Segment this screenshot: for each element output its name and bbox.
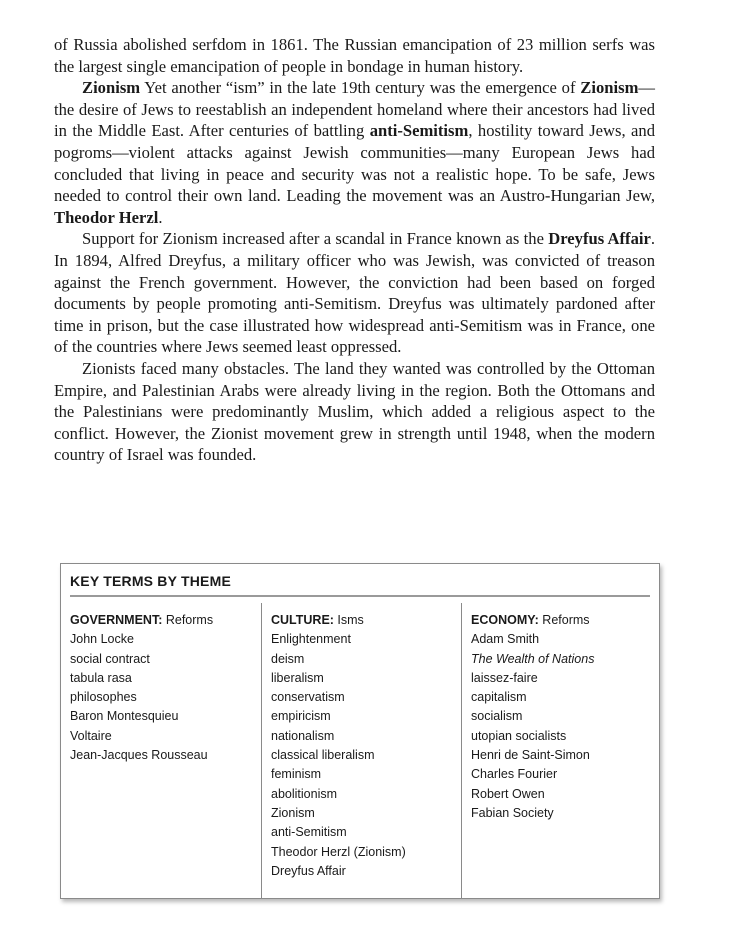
column-government: [61, 603, 261, 898]
heading-theme: Reforms: [538, 613, 590, 627]
term-list: [70, 630, 261, 765]
key-term-zionism: Zionism: [580, 78, 639, 98]
term-item-book-title: The Wealth of Nations: [471, 651, 595, 666]
term-item: Charles Fourier: [471, 767, 558, 782]
paragraph-text: Zionists faced many obstacles. The land they wanted was controlled by the Ottoman Empire, and Palestinian Arabs were already living in the region. Both the Ottomans and the Palestinians were predominantly Muslim, which added a religious aspect to the conflict. However, the Zionist movement grew in strength until 1948, when the modern country of Israel was founded.: [54, 358, 655, 465]
column-heading-culture: [271, 611, 461, 630]
term-item: utopian socialists: [471, 728, 567, 743]
term-item: Fabian Society: [471, 805, 554, 820]
key-term-dreyfus-affair: Dreyfus Affair: [548, 229, 651, 249]
section-heading-zionism: Zionism: [82, 78, 141, 98]
heading-theme: Isms: [333, 613, 364, 627]
column-heading-government: [70, 611, 261, 630]
paragraph-text: , hostility toward Jews, and pogroms—violent attacks against Jewish communities—many European Jews had concluded that living in peace and security was not a realistic hope. To be safe, Jews needed to control their own land. Leading the movement was an Austro-Hungarian Jew,: [54, 121, 655, 206]
paragraph-zionism: [54, 77, 655, 228]
paragraph-obstacles: [54, 358, 655, 466]
title-divider: [70, 595, 650, 597]
paragraph-text: —the desire of Jews to reestablish an independent homeland where their ancestors had lived in the Middle East. After centuries of battling: [54, 78, 655, 141]
key-term-theodor-herzl: Theodor Herzl: [54, 207, 159, 227]
term-item: laissez-faire: [471, 670, 538, 685]
term-list: [271, 630, 461, 881]
heading-theme: Reforms: [162, 613, 214, 627]
term-item: capitalism: [471, 690, 527, 705]
term-item: Jean-Jacques Rousseau: [70, 748, 208, 763]
term-item: Enlightenment: [271, 632, 351, 647]
term-item: tabula rasa: [70, 670, 132, 685]
term-item: Theodor Herzl (Zionism): [271, 844, 406, 859]
term-item: Adam Smith: [471, 632, 540, 647]
column-heading-economy: [471, 611, 659, 630]
paragraph-text: Support for Zionism increased after a scandal in France known as the: [82, 229, 549, 249]
paragraph-text: Yet another “ism” in the late 19th century was the emergence of: [140, 78, 581, 98]
term-item: Baron Montesquieu: [70, 709, 179, 724]
term-item: John Locke: [70, 632, 134, 647]
term-item: liberalism: [271, 670, 324, 685]
term-item: Henri de Saint-Simon: [471, 748, 590, 763]
key-terms-title: KEY TERMS BY THEME: [70, 573, 231, 589]
body-text: [54, 34, 655, 466]
heading-label: GOVERNMENT:: [70, 613, 163, 627]
column-culture: [261, 603, 461, 898]
term-item: abolitionism: [271, 786, 338, 801]
term-item: Robert Owen: [471, 786, 545, 801]
heading-label: ECONOMY:: [471, 613, 539, 627]
term-item: empiricism: [271, 709, 331, 724]
term-item: deism: [271, 651, 305, 666]
column-economy: [461, 603, 659, 898]
term-item: Zionism: [271, 805, 315, 820]
term-list: [471, 630, 659, 823]
term-item: nationalism: [271, 728, 335, 743]
paragraph-serfdom: [54, 34, 655, 77]
term-item: socialism: [471, 709, 523, 724]
term-item: classical liberalism: [271, 748, 375, 763]
term-item: anti-Semitism: [271, 825, 347, 840]
term-item: feminism: [271, 767, 322, 782]
key-terms-box: [60, 563, 660, 899]
term-item: Voltaire: [70, 728, 112, 743]
term-item: Dreyfus Affair: [271, 863, 346, 878]
term-item: philosophes: [70, 690, 137, 705]
paragraph-text: . In 1894, Alfred Dreyfus, a military officer who was Jewish, was convicted of treason against the French government. However, the conviction had been based on forged documents by people promoting anti-Semitism. Dreyfus was ultimately pardoned after time in prison, but the case illustrated how widespread anti-Semitism was in France, one of the countries where Jews seemed least oppressed.: [54, 229, 655, 357]
paragraph-dreyfus: [54, 228, 655, 358]
paragraph-text: of Russia abolished serfdom in 1861. The Russian emancipation of 23 million serfs was the largest single emancipation of people in bondage in human history.: [54, 35, 655, 76]
term-item: social contract: [70, 651, 150, 666]
heading-label: CULTURE:: [271, 613, 334, 627]
term-item: conservatism: [271, 690, 345, 705]
key-term-anti-semitism: anti-Semitism: [369, 121, 469, 141]
paragraph-text: .: [158, 207, 163, 227]
